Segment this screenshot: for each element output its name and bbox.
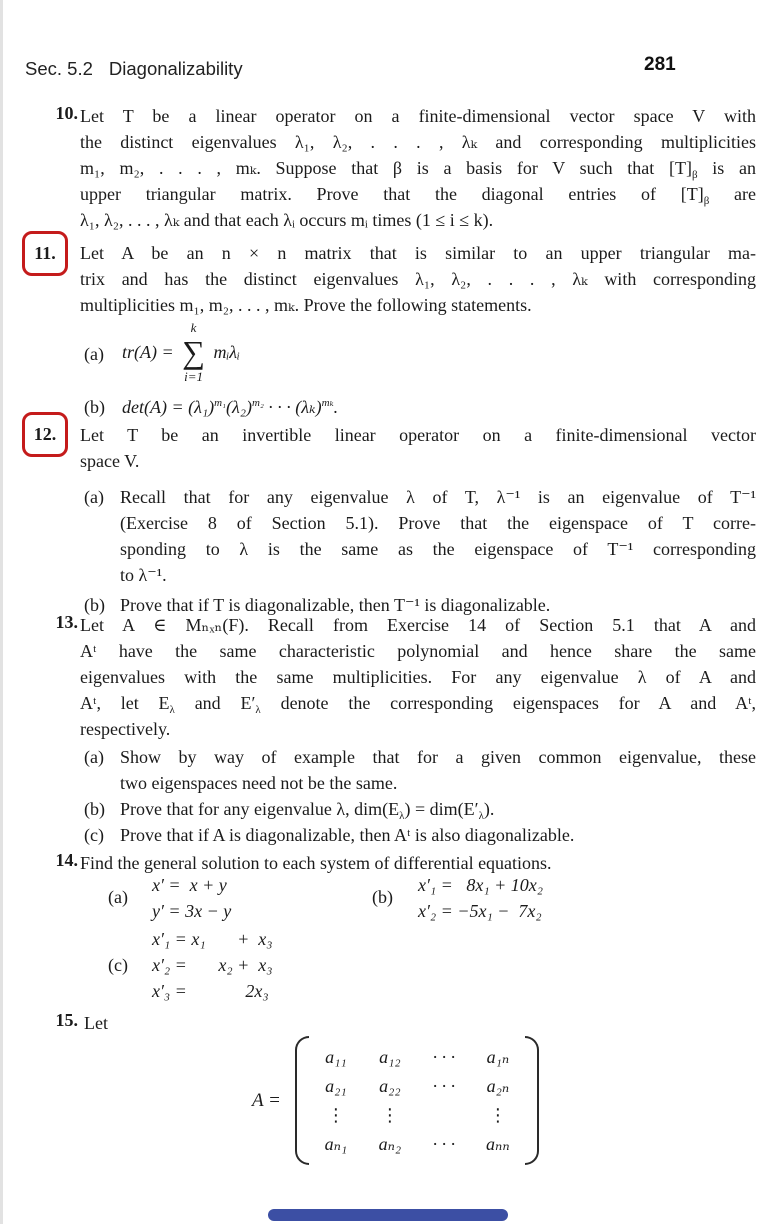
problem-13-text xyxy=(80,612,756,742)
sigma-symbol: ∑ xyxy=(182,334,205,370)
text-line: Aᵗ have the same characteristic polynomial and hence share the same xyxy=(80,641,756,661)
part-c-label: (c) xyxy=(84,825,104,845)
equation-line: y′ = 3x − y xyxy=(152,901,232,921)
problem-12b-text: Prove that if T is diagonalizable, then T⁻¹ is diagonalizable. xyxy=(120,595,551,615)
problem-10-number: 10. xyxy=(55,103,78,123)
matrix-cell: ⋮ xyxy=(326,1105,345,1125)
text-line: Let T be a linear operator on a finite-dimensional vector space V with xyxy=(80,106,756,126)
matrix-cell: a₁₂ xyxy=(379,1047,401,1067)
text-line: Let A ∈ Mₙₓₙ(F). Recall from Exercise 14 of Section 5.1 that A and xyxy=(80,615,756,635)
text-line: λ₁, λ₂, . . . , λₖ and that each λᵢ occurs mᵢ times (1 ≤ i ≤ k). xyxy=(80,210,494,230)
matrix-cell: · · · xyxy=(432,1076,456,1096)
problem-15-number: 15. xyxy=(55,1010,78,1030)
problem-13b-text: Prove that for any eigenvalue λ, $dim(E_\lambda) = dim(E'_\lambda)$. xyxy=(120,799,495,822)
part-b-label: (b) xyxy=(84,799,105,819)
text-line: Let A be an n × n matrix that is similar to an upper triangular ma- xyxy=(80,243,756,263)
running-header xyxy=(25,58,243,80)
summation xyxy=(182,320,205,384)
problem-15-intro: Let xyxy=(84,1013,108,1033)
problem-14c-equations xyxy=(152,926,272,1004)
text-line: eigenvalues with the same multiplicities. For any eigenvalue λ of A and xyxy=(80,667,756,687)
text-line: Show by way of example that for a given common eigenvalue, these xyxy=(120,747,756,767)
sum-prefix: tr(A) = xyxy=(122,341,179,362)
matrix-cell: a₂₂ xyxy=(379,1076,401,1096)
part-b-label: (b) xyxy=(372,887,393,907)
bottom-bar xyxy=(268,1209,508,1221)
matrix-A xyxy=(252,1036,539,1165)
problem-13-number: 13. xyxy=(55,612,78,632)
problem-13a-text xyxy=(120,744,756,796)
problem-11b-formula: $\det(A) = (\lambda_1)^{m_1}(\lambda_2)^{m_2}$ · · · $(\lambda_k)^{m_k}$. xyxy=(122,397,339,417)
problem-11-text xyxy=(80,240,756,318)
problem-14b-equations xyxy=(418,872,543,924)
matrix-cell: aₙₙ xyxy=(486,1134,510,1154)
problem-12-number: 12. xyxy=(33,424,57,444)
sum-body: mᵢλᵢ xyxy=(208,341,240,362)
part-a-label: (a) xyxy=(84,747,104,767)
part-c-label: (c) xyxy=(108,955,128,975)
text-line: two eigenspaces need not be the same. xyxy=(120,773,398,793)
problem-14a-equations xyxy=(152,872,231,924)
sum-upper-limit: k xyxy=(190,320,197,335)
red-annotation-box-12 xyxy=(22,412,68,457)
matrix-cell: · · · xyxy=(432,1047,456,1067)
equation-line: x′₁ = 8x₁ + 10x₂ xyxy=(418,875,543,895)
matrix-grid xyxy=(309,1036,525,1165)
text-line: the distinct eigenvalues λ₁, λ₂, . . . , λₖ and corresponding multiplicities xyxy=(80,132,756,152)
part-a-label: (a) xyxy=(84,487,104,507)
equation-line: x′ = x + y xyxy=(152,875,227,895)
matrix-cell: · · · xyxy=(432,1134,456,1154)
left-paren xyxy=(295,1036,309,1165)
red-annotation-box-11 xyxy=(22,231,68,276)
matrix-cell: aₙ₂ xyxy=(378,1134,402,1154)
problem-12a-text xyxy=(120,484,756,588)
problem-14-intro: Find the general solution to each system of differential equations. xyxy=(80,853,552,873)
section-label: Sec. 5.2 xyxy=(25,58,93,79)
problem-11-number: 11. xyxy=(34,243,56,263)
matrix-cell: aₙ₁ xyxy=(324,1134,348,1154)
part-b-label: (b) xyxy=(84,595,105,615)
text-line: m₁, m₂, . . . , mₖ. Suppose that β is a basis for V such that $[T]_\beta$ is an xyxy=(80,158,757,181)
problem-12-text xyxy=(80,422,756,474)
text-line: multiplicities m₁, m₂, . . . , mₖ. Prove the following statements. xyxy=(80,295,532,315)
text-line: trix and has the distinct eigenvalues λ₁, λ₂, . . . , λₖ with corresponding xyxy=(80,269,756,289)
problem-13c-text: Prove that if A is diagonalizable, then Aᵗ is also diagonalizable. xyxy=(120,825,575,845)
scan-edge-artifact xyxy=(0,0,3,1224)
text-line: respectively. xyxy=(80,719,171,739)
matrix-cell: a₂₁ xyxy=(325,1076,347,1096)
text-line: Recall that for any eigenvalue λ of T, λ⁻¹ is an eigenvalue of T⁻¹ xyxy=(120,487,756,507)
problem-10-text xyxy=(80,103,756,233)
text-line: (Exercise 8 of Section 5.1). Prove that the eigenspace of T corre- xyxy=(120,513,756,533)
part-b-label: (b) xyxy=(84,397,105,417)
problem-11a-formula xyxy=(122,320,240,384)
part-a-label: (a) xyxy=(84,344,104,364)
matrix-lhs: A = xyxy=(252,1089,281,1111)
text-line: Aᵗ, let $E_\lambda$ and $E'_\lambda$ denote the corresponding eigenspaces for A and Aᵗ, xyxy=(80,693,757,716)
page-number: 281 xyxy=(644,54,676,75)
matrix-cell: a₂ₙ xyxy=(486,1076,510,1096)
part-a-label: (a) xyxy=(108,887,128,907)
equation-line: x′₃ = 2x₃ xyxy=(152,981,269,1001)
equation-line: x′₂ = −5x₁ − 7x₂ xyxy=(418,901,542,921)
problem-14-number: 14. xyxy=(55,850,78,870)
sum-lower-limit: i=1 xyxy=(184,369,203,384)
matrix-cell: ⋮ xyxy=(380,1105,399,1125)
section-title: Diagonalizability xyxy=(108,58,243,79)
matrix-cell: ⋮ xyxy=(488,1105,507,1125)
equation-line: x′₂ = x₂ + x₃ xyxy=(152,955,273,975)
matrix-cell: a₁ₙ xyxy=(486,1047,510,1067)
equation-line: x′₁ = x₁ + x₃ xyxy=(152,929,273,949)
right-paren xyxy=(525,1036,539,1165)
text-line: space V. xyxy=(80,451,140,471)
text-line: upper triangular matrix. Prove that the diagonal entries of $[T]_\beta$ are xyxy=(80,184,756,207)
text-line: sponding to λ is the same as the eigenspace of T⁻¹ corresponding xyxy=(120,539,756,559)
matrix-cell: a₁₁ xyxy=(325,1047,347,1067)
text-line: Let T be an invertible linear operator on a finite-dimensional vector xyxy=(80,425,756,445)
text-line: to λ⁻¹. xyxy=(120,565,167,585)
